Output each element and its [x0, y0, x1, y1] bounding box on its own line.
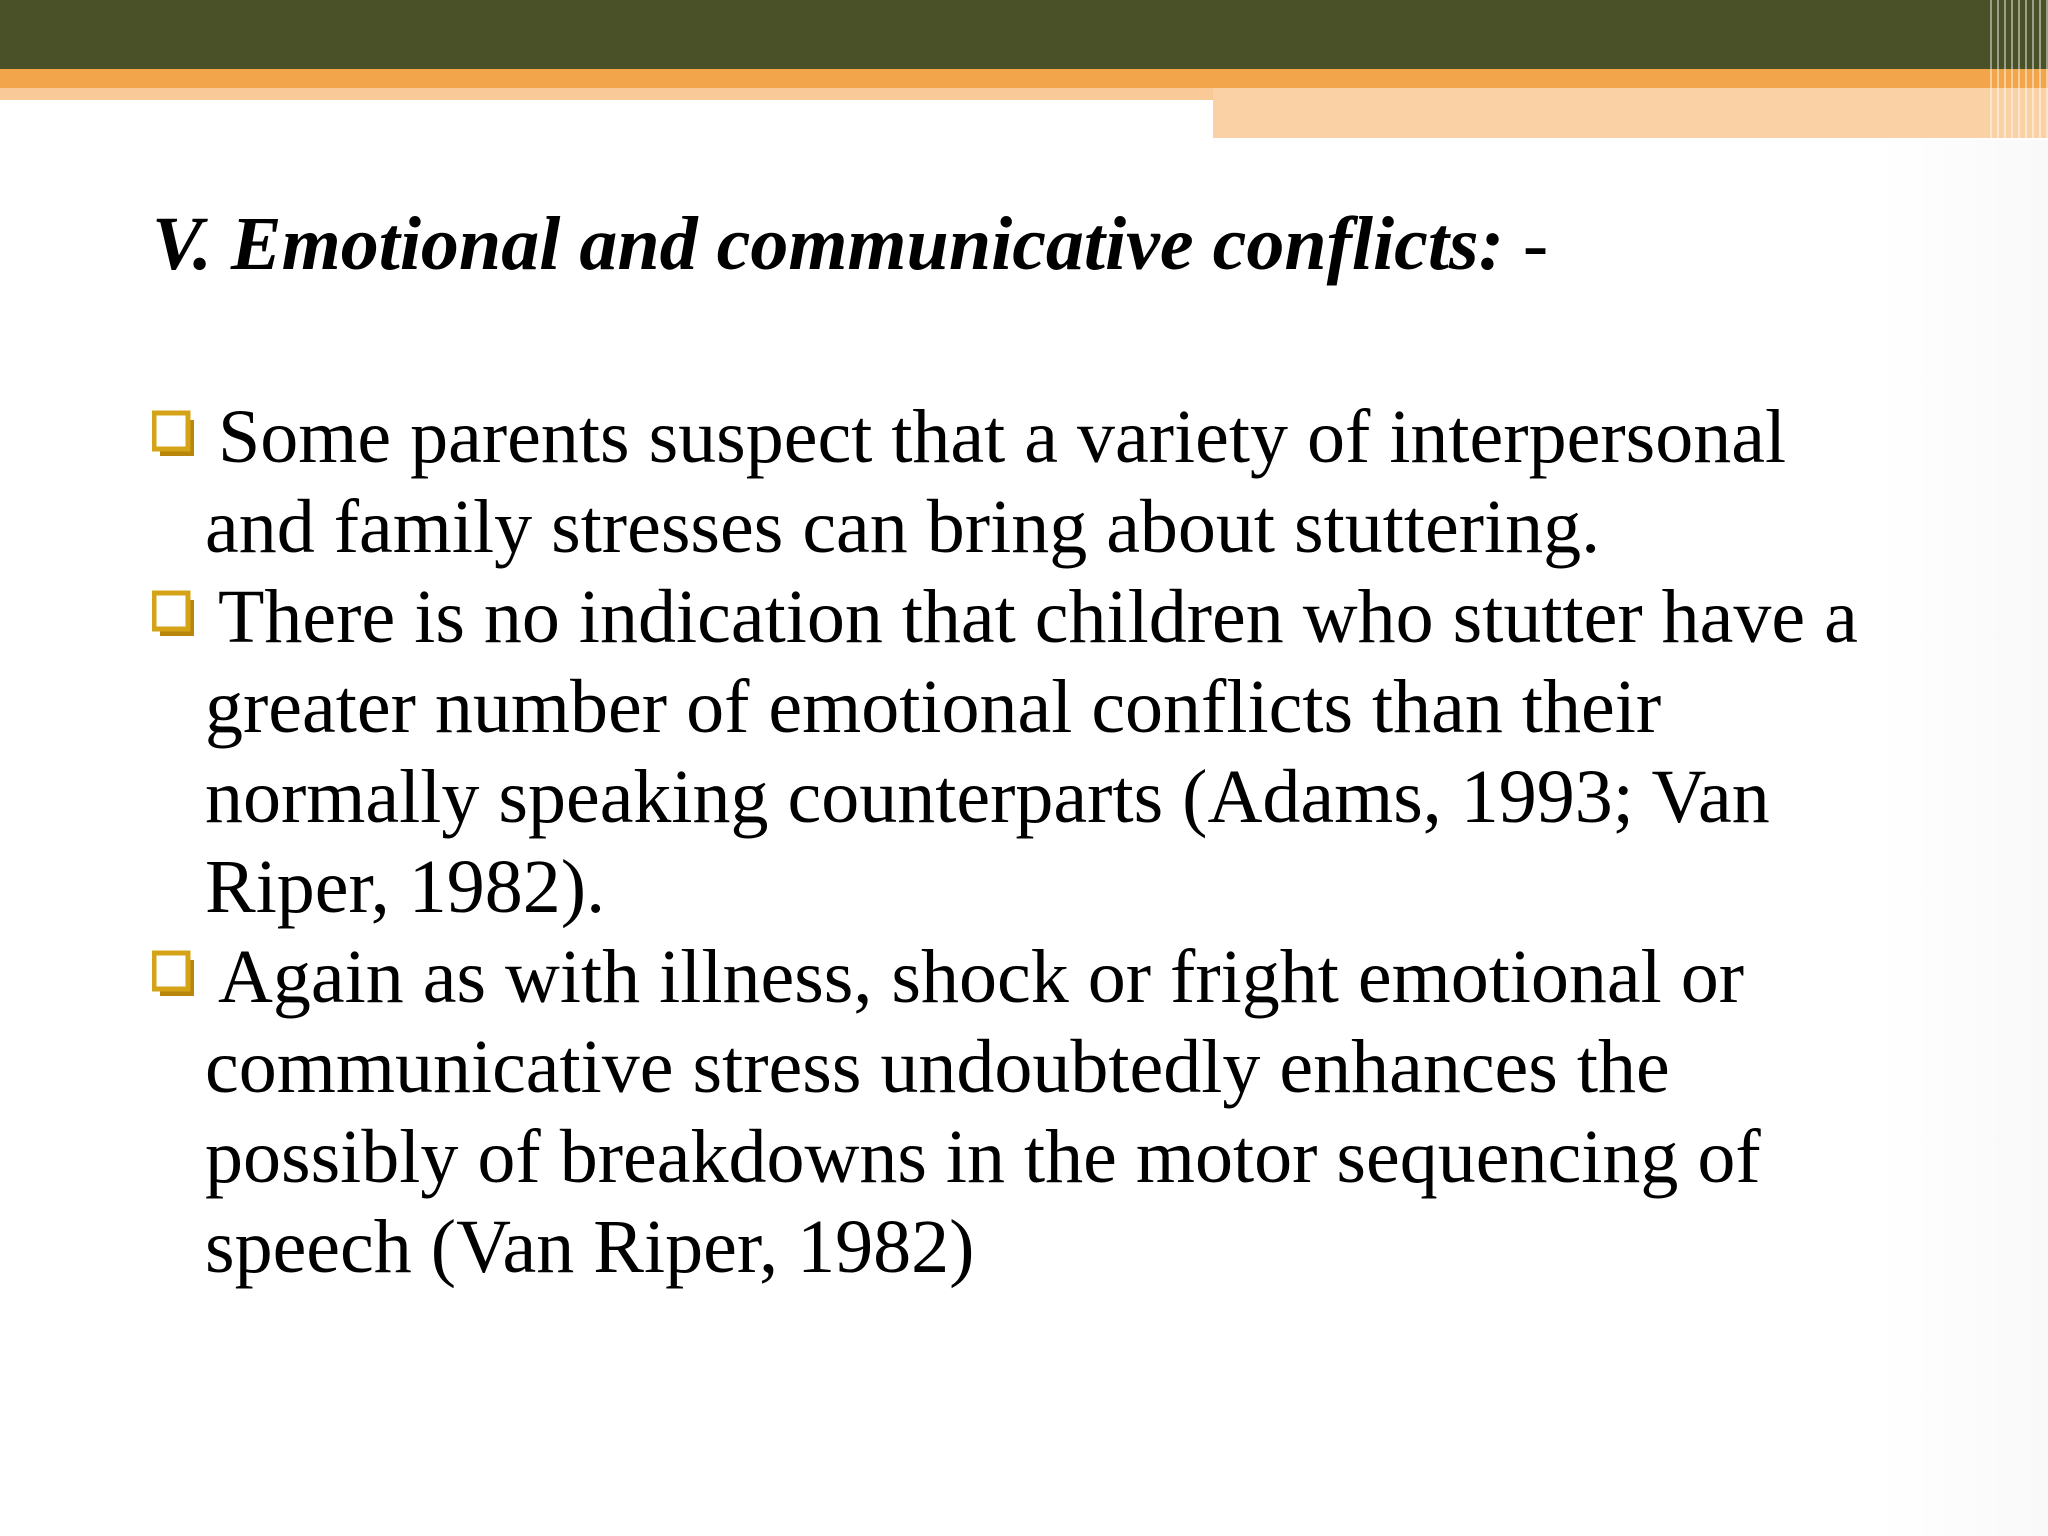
top-dark-band	[0, 0, 2048, 69]
bullet-text: Some parents suspect that a variety of interpersonal and family stresses can bring about stuttering.	[205, 395, 1787, 569]
bullet-text: Again as with illness, shock or fright emotional or communicative stress undoubtedly enhances the possibly of breakdowns in the motor sequencing of speech (Van Riper, 1982)	[205, 935, 1761, 1289]
decorative-stripes	[1985, 0, 2048, 140]
top-light-band-left	[0, 88, 1213, 100]
hollow-square-bullet-icon	[152, 950, 196, 998]
slide-title	[152, 198, 1548, 290]
bullet-list	[152, 392, 1912, 1292]
list-item	[152, 932, 1912, 1292]
bullet-text: There is no indication that children who stutter have a greater number of emotional conflicts than their normally speaking counterparts (Adams, 1993; Van Riper, 1982).	[205, 575, 1858, 929]
top-orange-band	[0, 69, 2048, 88]
list-item	[152, 572, 1912, 932]
hollow-square-bullet-icon	[152, 590, 196, 638]
top-light-band-right	[1213, 88, 2048, 138]
slide-title-dash: -	[1503, 202, 1549, 286]
hollow-square-bullet-icon	[152, 410, 196, 458]
list-item	[152, 392, 1912, 572]
slide-title-text: V. Emotional and communicative conflicts:	[152, 202, 1504, 286]
